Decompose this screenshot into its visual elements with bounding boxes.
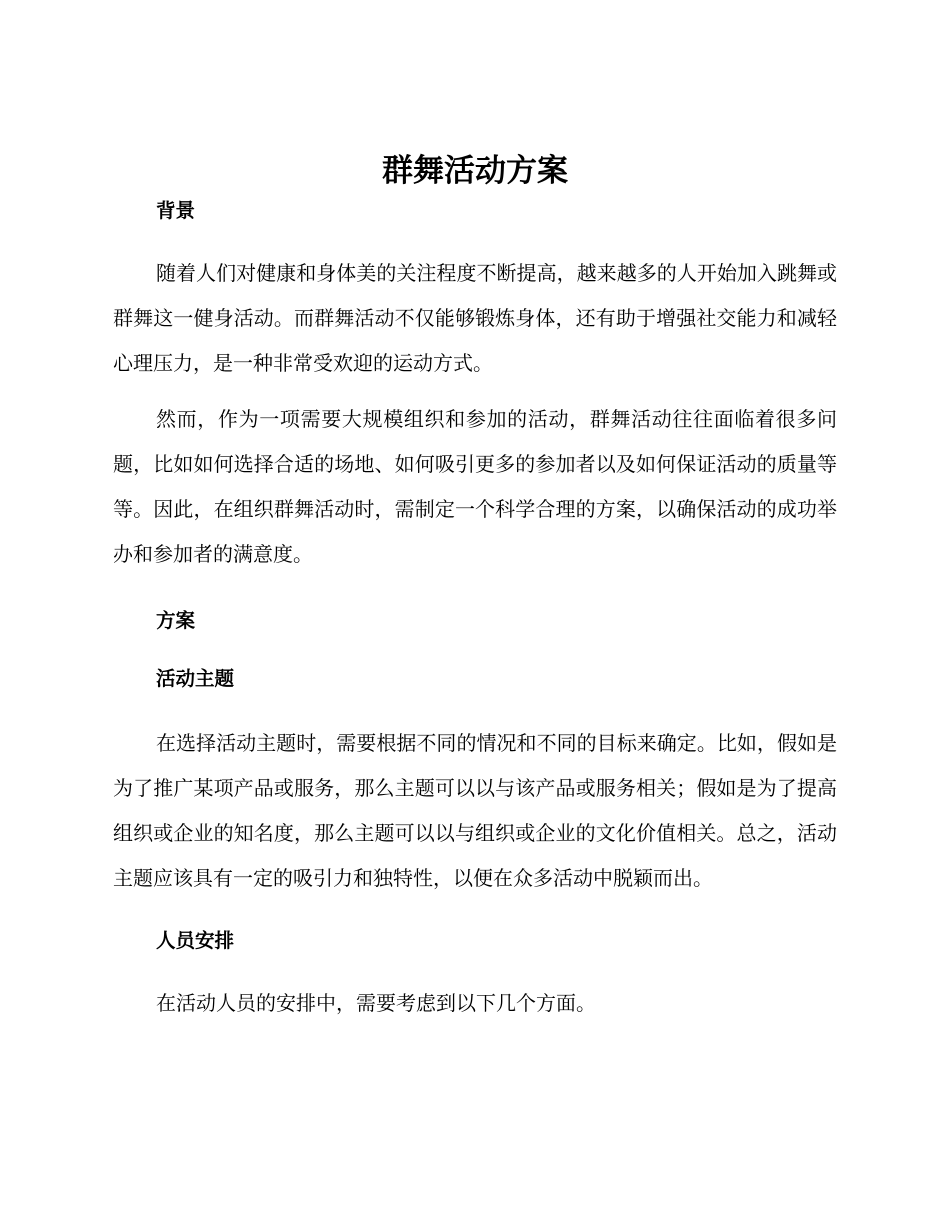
document-title: 群舞活动方案 [382, 153, 568, 189]
section-heading-plan: 方案 [156, 609, 196, 632]
section-heading-background: 背景 [156, 199, 196, 222]
paragraph-theme: 在选择活动主题时，需要根据不同的情况和不同的目标来确定。比如，假如是为了推广某项产品或服务，那么主题可以以与该产品或服务相关；假如是为了提高组织或企业的知名度，那么主题可以以与组织或企业的文化价值相关。总之，活动主题应该具有一定的吸引力和独特性，以便在众多活动中脱颖而出。 [113, 731, 837, 890]
paragraph-background-1: 随着人们对健康和身体美的关注程度不断提高，越来越多的人开始加入跳舞或群舞这一健身活动。而群舞活动不仅能够锻炼身体，还有助于增强社交能力和减轻心理压力，是一种非常受欢迎的运动方式。 [113, 261, 837, 375]
subsection-heading-theme: 活动主题 [156, 667, 235, 690]
subsection-heading-staff: 人员安排 [156, 929, 235, 952]
paragraph-staff: 在活动人员的安排中，需要考虑到以下几个方面。 [156, 991, 596, 1015]
paragraph-background-2: 然而，作为一项需要大规模组织和参加的活动，群舞活动往往面临着很多问题，比如如何选择合适的场地、如何吸引更多的参加者以及如何保证活动的质量等等。因此，在组织群舞活动时，需制定一个科学合理的方案，以确保活动的成功举办和参加者的满意度。 [113, 407, 837, 566]
